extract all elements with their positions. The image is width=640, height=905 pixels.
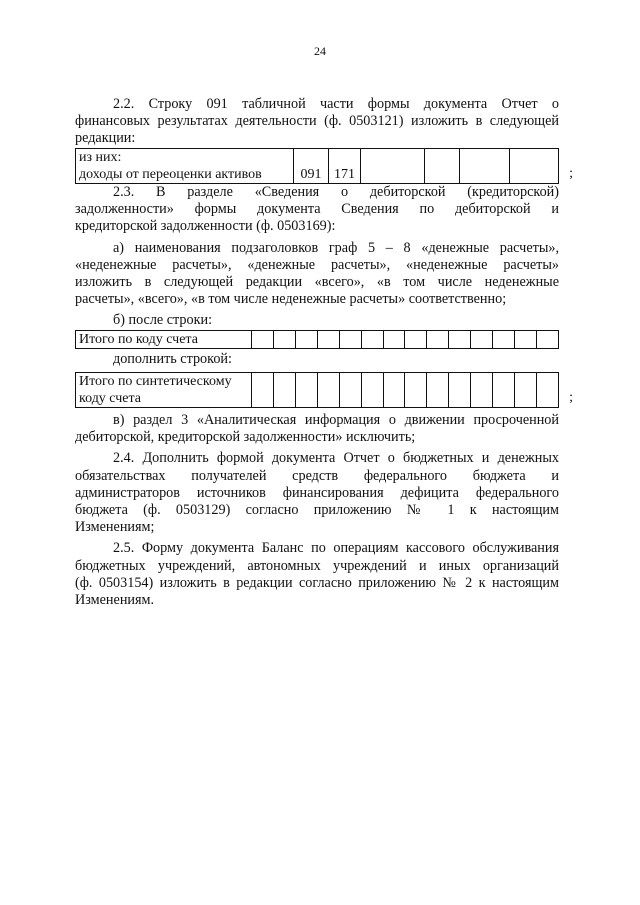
table-cell-empty: [383, 330, 405, 348]
text-line: кредиторской задолженности (ф. 0503169):: [75, 218, 336, 235]
text-line: «неденежные расчеты», «денежные расчеты», «неденежные расчеты»: [75, 256, 559, 273]
text-line: бюджета (ф. 0503129) согласно приложению № 1 к настоящим: [75, 502, 559, 519]
cell-text: коду счета: [79, 391, 142, 407]
table-cell-empty: [427, 330, 449, 348]
table-cell-empty: [493, 373, 515, 408]
table-cell-empty: [273, 373, 295, 408]
table-total-synthetic: [75, 372, 573, 408]
table-cell-empty: [383, 373, 405, 408]
paragraph-2-4: [75, 450, 559, 536]
table-row-091: [75, 148, 573, 184]
table-cell-empty: [510, 148, 559, 183]
table-cell-label: из них:: [76, 148, 294, 166]
text-line: а) наименования подзаголовков граф 5 – 8 «денежные расчеты»,: [113, 239, 559, 256]
table-cell-empty: [536, 373, 558, 408]
paragraph-2-3-b: [75, 312, 559, 329]
text-line: 2.4. Дополнить формой документа Отчет о бюджетных и денежных: [113, 450, 559, 467]
table-cell-empty: [471, 373, 493, 408]
text-line: администраторов источников финансирования дефицита федерального: [75, 484, 559, 501]
cell-text: Итого по синтетическому: [79, 374, 232, 390]
table-cell-empty: [339, 373, 361, 408]
table-cell-code: 091: [294, 148, 329, 183]
table-cell-empty: [449, 330, 471, 348]
text-line: изложить в следующей редакции «всего», «в том числе неденежные: [75, 274, 559, 291]
table-cell-empty: [339, 330, 361, 348]
text-line: б) после строки:: [113, 312, 213, 329]
table-cell-empty: [361, 373, 383, 408]
paragraph-2-2: [75, 96, 559, 148]
table-total-account: [75, 330, 559, 349]
text-line: (ф. 0503154) изложить в редакции согласно приложению № 2 к настоящим: [75, 574, 559, 591]
table-cell-empty: [427, 373, 449, 408]
table-cell-empty: [252, 373, 274, 408]
semicolon: ;: [569, 389, 573, 405]
table-cell-empty: [536, 330, 558, 348]
table-cell-empty: [317, 373, 339, 408]
table-cell-empty: [515, 373, 537, 408]
table-cell-empty: [425, 148, 460, 183]
text-line: редакции:: [75, 130, 136, 147]
table-cell-empty: [252, 330, 274, 348]
text-line: Изменениям;: [75, 519, 155, 536]
table-cell-label: [76, 373, 252, 408]
document-body: [75, 96, 573, 609]
table-cell-empty: [405, 330, 427, 348]
table-cell-empty: [317, 330, 339, 348]
table-cell-value: 171: [329, 148, 361, 183]
table-cell-empty: [471, 330, 493, 348]
paragraph-2-3: [75, 184, 559, 236]
text-line: Изменениям.: [75, 592, 155, 609]
table-cell-empty: [295, 330, 317, 348]
table-cell-empty: [405, 373, 427, 408]
paragraph-2-5: [75, 540, 559, 609]
semicolon: ;: [569, 165, 573, 181]
table-cell-empty: [361, 148, 425, 183]
page-number: 24: [314, 44, 326, 58]
text-line: обязательствах получателей средств федерального бюджета и: [75, 467, 559, 484]
text-line: дебиторской, кредиторской задолженности» исключить;: [75, 429, 416, 446]
table-cell-empty: [460, 148, 510, 183]
text-line: 2.2. Строку 091 табличной части формы документа Отчет о: [113, 96, 559, 112]
table-cell-empty: [295, 373, 317, 408]
table-cell-empty: [273, 330, 295, 348]
text-line: финансовых результатах деятельности (ф. 0503121) изложить в следующей: [75, 113, 559, 130]
table-cell-empty: [361, 330, 383, 348]
text-line: расчеты», «всего», «в том числе неденежные расчеты» соответственно;: [75, 291, 507, 308]
paragraph-2-3-c: [75, 412, 559, 446]
paragraph-2-3-b-add: [75, 351, 559, 368]
text-line: задолженности» формы документа Сведения по дебиторской и: [75, 201, 559, 218]
paragraph-2-3-a: [75, 240, 559, 309]
table-cell-label: доходы от переоценки активов: [76, 166, 294, 184]
table-cell-empty: [449, 373, 471, 408]
table-cell-empty: [493, 330, 515, 348]
text-line: в) раздел 3 «Аналитическая информация о движении просроченной: [113, 412, 559, 429]
text-line: 2.3. В разделе «Сведения о дебиторской (кредиторской): [113, 184, 559, 201]
text-line: 2.5. Форму документа Баланс по операциям кассового обслуживания: [113, 540, 559, 557]
text-line: бюджетных учреждений, автономных учреждений и иных организаций: [75, 557, 559, 574]
text-line: дополнить строкой:: [113, 350, 232, 367]
table-cell-label: Итого по коду счета: [76, 330, 252, 348]
table-cell-empty: [515, 330, 537, 348]
